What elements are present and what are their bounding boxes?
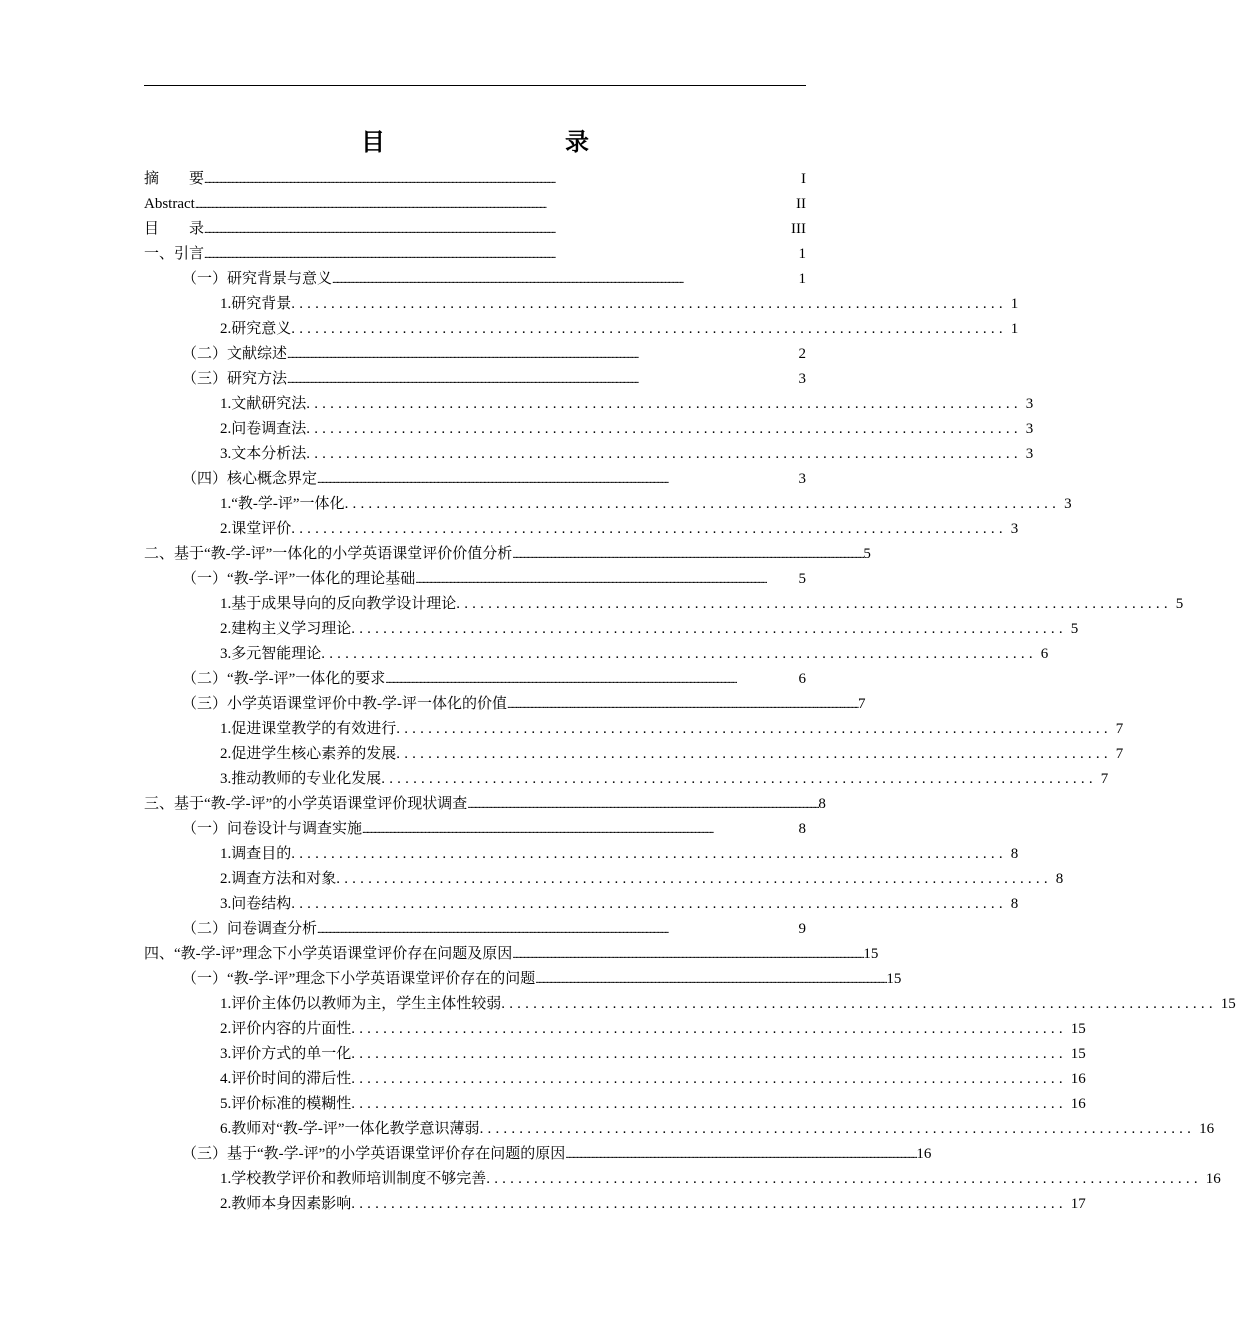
dot-leader: .......................................................................................... <box>306 446 1022 462</box>
dot-leader: .................................................................................................................................................................................................................................................................... <box>385 674 737 686</box>
dot-leader: .................................................................................................................................................................................................................................................................... <box>204 174 556 186</box>
toc-entry-page-number: 8 <box>1055 871 1064 887</box>
toc-entry[interactable] <box>144 917 806 942</box>
dot-leader: .......................................................................................... <box>291 296 1007 312</box>
toc-entry[interactable] <box>144 317 1019 342</box>
toc-entry-line <box>144 542 871 567</box>
toc-entry-page-number: 2 <box>798 346 806 362</box>
toc-entry-page-number: 16 <box>1205 1171 1221 1187</box>
dot-leader: .......................................................................................... <box>306 396 1022 412</box>
dot-leader: .......................................................................................... <box>291 846 1007 862</box>
toc-entry[interactable] <box>144 692 866 717</box>
toc-entry[interactable] <box>144 1017 1086 1042</box>
toc-entry-label: （一）“教-学-评”一体化的理论基础 <box>182 571 416 587</box>
toc-entry-label: 2.建构主义学习理论 <box>220 621 352 637</box>
toc-entry-label: 6.教师对“教-学-评”一体化教学意识薄弱 <box>220 1121 480 1137</box>
dot-leader: .................................................................................................................................................................................................................................................................... <box>512 549 864 561</box>
toc-entry-line <box>144 642 1049 667</box>
toc-entry-line <box>144 792 826 817</box>
dot-leader: .................................................................................................................................................................................................................................................................... <box>507 699 859 711</box>
toc-entry-page-number: 5 <box>798 571 806 587</box>
toc-entry-line <box>144 767 1109 792</box>
toc-entry[interactable] <box>144 342 806 367</box>
toc-entry[interactable] <box>144 367 806 392</box>
toc-entry-page-number: 7 <box>1100 771 1109 787</box>
toc-entry-line <box>144 267 806 292</box>
toc-entry-label: （三）基于“教-学-评”的小学英语课堂评价存在问题的原因 <box>182 1146 566 1162</box>
dot-leader: .......................................................................................... <box>396 721 1112 737</box>
toc-entry-label: 3.评价方式的单一化 <box>220 1046 352 1062</box>
toc-entry[interactable] <box>144 442 1034 467</box>
toc-entry-label: （一）问卷设计与调查实施 <box>182 821 363 837</box>
dot-leader: .......................................................................................... <box>351 1071 1067 1087</box>
toc-entry-page-number: 16 <box>1199 1121 1215 1137</box>
toc-entry-label: 2.教师本身因素影响 <box>220 1196 352 1212</box>
toc-entry-line <box>144 567 806 592</box>
toc-entry-label: 2.研究意义 <box>220 321 292 337</box>
toc-entry-line <box>144 342 806 367</box>
dot-leader: .......................................................................................... <box>351 1196 1067 1212</box>
toc-entry-line <box>144 1142 932 1167</box>
toc-entry[interactable] <box>144 792 826 817</box>
toc-entry[interactable] <box>144 1142 932 1167</box>
toc-entry-label: （一）研究背景与意义 <box>182 271 333 287</box>
toc-entry-page-number: 16 <box>1070 1071 1086 1087</box>
dot-leader: .................................................................................................................................................................................................................................................................... <box>362 824 714 836</box>
toc-entry-page-number: 15 <box>886 971 902 987</box>
toc-entry[interactable] <box>144 742 1124 767</box>
toc-entry-label: 3.问卷结构 <box>220 896 292 912</box>
page-title: 目 录 <box>361 128 633 156</box>
toc-entry-line <box>144 667 806 692</box>
dot-leader: .......................................................................................... <box>344 496 1061 512</box>
toc-entry-line <box>144 817 806 842</box>
toc-entry-line <box>144 292 1019 317</box>
toc-entry[interactable] <box>144 1042 1086 1067</box>
toc-entry-label: 1.促进课堂教学的有效进行 <box>220 721 397 737</box>
toc-entry-page-number: 8 <box>798 821 806 837</box>
toc-entry-line <box>144 1192 1086 1217</box>
toc-entry[interactable] <box>144 642 1049 667</box>
dot-leader: .................................................................................................................................................................................................................................................................... <box>204 224 556 236</box>
dot-leader: .......................................................................................... <box>336 871 1052 887</box>
toc-entry[interactable] <box>144 992 1236 1017</box>
toc-entry-line <box>144 442 1034 467</box>
toc-entry-label: 1.学校教学评价和教师培训制度不够完善 <box>220 1171 487 1187</box>
dot-leader: .......................................................................................... <box>306 421 1022 437</box>
toc-entry[interactable] <box>144 842 1019 867</box>
dot-leader: .................................................................................................................................................................................................................................................................... <box>467 799 819 811</box>
toc-entry-line <box>144 592 1184 617</box>
dot-leader: .................................................................................................................................................................................................................................................................... <box>317 474 669 486</box>
table-of-contents <box>144 167 1236 1217</box>
toc-entry-page-number: 1 <box>1010 296 1019 312</box>
toc-entry-page-number: 3 <box>1025 421 1034 437</box>
toc-entry-label: （二）文献综述 <box>182 346 288 362</box>
toc-entry-page-number: 8 <box>818 796 826 812</box>
toc-entry-label: 1.调查目的 <box>220 846 292 862</box>
dot-leader: .......................................................................................... <box>351 621 1067 637</box>
dot-leader: .................................................................................................................................................................................................................................................................... <box>287 349 639 361</box>
toc-entry-label: （一）“教-学-评”理念下小学英语课堂评价存在的问题 <box>182 971 536 987</box>
toc-entry[interactable] <box>144 892 1019 917</box>
toc-entry[interactable] <box>144 392 1034 417</box>
toc-entry-label: 1.基于成果导向的反向教学设计理论 <box>220 596 457 612</box>
toc-entry-line <box>144 942 879 967</box>
toc-entry-line <box>144 467 806 492</box>
dot-leader: .................................................................................................................................................................................................................................................................... <box>512 949 864 961</box>
toc-entry-line <box>144 1167 1221 1192</box>
toc-entry-label: 3.推动教师的专业化发展 <box>220 771 382 787</box>
dot-leader: .......................................................................................... <box>351 1021 1067 1037</box>
toc-entry-line <box>144 1092 1086 1117</box>
toc-entry-page-number: 15 <box>1070 1046 1086 1062</box>
dot-leader: .................................................................................................................................................................................................................................................................... <box>194 199 546 211</box>
toc-entry-label: （三）研究方法 <box>182 371 288 387</box>
toc-entry-page-number: 5 <box>1175 596 1184 612</box>
toc-entry[interactable] <box>144 517 1019 542</box>
toc-entry[interactable] <box>144 192 806 217</box>
toc-entry-page-number: II <box>796 196 806 212</box>
toc-entry[interactable] <box>144 942 879 967</box>
toc-entry-label: 2.课堂评价 <box>220 521 292 537</box>
toc-entry[interactable] <box>144 667 806 692</box>
toc-entry-page-number: 3 <box>1025 446 1034 462</box>
toc-entry-page-number: 5 <box>863 546 871 562</box>
toc-entry[interactable] <box>144 242 806 267</box>
dot-leader: .................................................................................................................................................................................................................................................................... <box>415 574 767 586</box>
toc-entry-label: （三）小学英语课堂评价中教-学-评一体化的价值 <box>182 696 507 712</box>
toc-entry[interactable] <box>144 1092 1086 1117</box>
toc-entry-label: （二）问卷调查分析 <box>182 921 318 937</box>
toc-entry-line <box>144 192 806 217</box>
toc-entry-label: 一、引言 <box>144 246 205 262</box>
toc-entry-label: 5.评价标准的模糊性 <box>220 1096 352 1112</box>
dot-leader: .......................................................................................... <box>351 1046 1067 1062</box>
toc-entry-label: 2.问卷调查法 <box>220 421 307 437</box>
dot-leader: .......................................................................................... <box>351 1096 1067 1112</box>
dot-leader: .................................................................................................................................................................................................................................................................... <box>535 974 887 986</box>
toc-entry-label: 四、“教-学-评”理念下小学英语课堂评价存在问题及原因 <box>144 946 513 962</box>
toc-entry-label: 2.促进学生核心素养的发展 <box>220 746 397 762</box>
toc-entry-page-number: 16 <box>1070 1096 1086 1112</box>
toc-entry-page-number: 16 <box>916 1146 932 1162</box>
toc-entry-label: Abstract <box>144 196 195 212</box>
toc-entry-label: 三、基于“教-学-评”的小学英语课堂评价现状调查 <box>144 796 468 812</box>
toc-entry-page-number: 17 <box>1070 1196 1086 1212</box>
dot-leader: .......................................................................................... <box>396 746 1112 762</box>
toc-entry-line <box>144 967 902 992</box>
dot-leader: .......................................................................................... <box>479 1121 1196 1137</box>
toc-entry-page-number: III <box>791 221 806 237</box>
toc-entry[interactable] <box>144 1192 1086 1217</box>
toc-entry-line <box>144 492 1072 517</box>
toc-entry-page-number: 8 <box>1010 846 1019 862</box>
toc-entry-label: 目 录 <box>144 221 205 237</box>
toc-entry-page-number: 6 <box>1040 646 1049 662</box>
toc-entry-page-number: 8 <box>1010 896 1019 912</box>
dot-leader: .................................................................................................................................................................................................................................................................... <box>287 374 639 386</box>
dot-leader: .......................................................................................... <box>381 771 1097 787</box>
dot-leader: .......................................................................................... <box>486 1171 1202 1187</box>
toc-entry-line <box>144 617 1079 642</box>
dot-leader: .................................................................................................................................................................................................................................................................... <box>317 924 669 936</box>
toc-entry[interactable] <box>144 567 806 592</box>
toc-entry[interactable] <box>144 767 1109 792</box>
toc-entry-page-number: 3 <box>1025 396 1034 412</box>
toc-entry-line <box>144 692 866 717</box>
toc-entry[interactable] <box>144 167 806 192</box>
toc-entry-line <box>144 167 806 192</box>
toc-entry[interactable] <box>144 1117 1215 1142</box>
toc-entry[interactable] <box>144 542 871 567</box>
dot-leader: .......................................................................................... <box>291 321 1007 337</box>
toc-entry-label: 2.调查方法和对象 <box>220 871 337 887</box>
toc-entry-label: 摘 要 <box>144 171 205 187</box>
toc-entry-page-number: 7 <box>858 696 866 712</box>
toc-entry-line <box>144 367 806 392</box>
toc-entry-page-number: 7 <box>1115 746 1124 762</box>
toc-entry-line <box>144 392 1034 417</box>
toc-entry-page-number: 15 <box>1220 996 1236 1012</box>
toc-entry-line <box>144 217 806 242</box>
toc-entry[interactable] <box>144 592 1184 617</box>
toc-entry[interactable] <box>144 617 1079 642</box>
toc-entry[interactable] <box>144 467 806 492</box>
toc-entry[interactable] <box>144 717 1124 742</box>
dot-leader: .................................................................................................................................................................................................................................................................... <box>565 1149 917 1161</box>
toc-entry-page-number: 15 <box>863 946 879 962</box>
toc-entry[interactable] <box>144 817 806 842</box>
toc-entry-page-number: 1 <box>798 246 806 262</box>
toc-entry-label: 1.评价主体仍以教师为主，学生主体性较弱 <box>220 996 502 1012</box>
toc-entry-label: 1.“教-学-评”一体化 <box>220 496 345 512</box>
dot-leader: .......................................................................................... <box>501 996 1217 1012</box>
toc-entry-label: 1.研究背景 <box>220 296 292 312</box>
toc-entry-line <box>144 892 1019 917</box>
dot-leader: .......................................................................................... <box>291 521 1007 537</box>
toc-entry[interactable] <box>144 1167 1221 1192</box>
dot-leader: .......................................................................................... <box>456 596 1172 612</box>
toc-entry-line <box>144 517 1019 542</box>
toc-entry-line <box>144 1067 1086 1092</box>
toc-entry-page-number: 3 <box>1010 521 1019 537</box>
toc-entry-line <box>144 992 1236 1017</box>
toc-entry-line <box>144 842 1019 867</box>
toc-entry-line <box>144 917 806 942</box>
dot-leader: .................................................................................................................................................................................................................................................................... <box>332 274 684 286</box>
toc-entry-line <box>144 1042 1086 1067</box>
toc-entry-page-number: 3 <box>798 471 806 487</box>
toc-entry[interactable] <box>144 292 1019 317</box>
toc-entry[interactable] <box>144 492 1072 517</box>
toc-entry-line <box>144 1017 1086 1042</box>
toc-entry-page-number: 15 <box>1070 1021 1086 1037</box>
toc-entry-label: 4.评价时间的滞后性 <box>220 1071 352 1087</box>
toc-entry-page-number: I <box>801 171 806 187</box>
toc-entry-page-number: 7 <box>1115 721 1124 737</box>
toc-entry-label: （二）“教-学-评”一体化的要求 <box>182 671 386 687</box>
toc-entry-label: 二、基于“教-学-评”一体化的小学英语课堂评价价值分析 <box>144 546 513 562</box>
toc-entry-page-number: 5 <box>1070 621 1079 637</box>
toc-entry-page-number: 6 <box>798 671 806 687</box>
toc-entry-line <box>144 1117 1215 1142</box>
toc-entry[interactable] <box>144 967 902 992</box>
toc-entry-line <box>144 417 1034 442</box>
toc-entry-line <box>144 742 1124 767</box>
toc-entry-page-number: 1 <box>1010 321 1019 337</box>
toc-entry-label: 3.文本分析法 <box>220 446 307 462</box>
toc-entry-line <box>144 317 1019 342</box>
dot-leader: .................................................................................................................................................................................................................................................................... <box>204 249 556 261</box>
toc-entry[interactable] <box>144 1067 1086 1092</box>
toc-entry[interactable] <box>144 267 806 292</box>
toc-entry-line <box>144 867 1064 892</box>
toc-entry-label: （四）核心概念界定 <box>182 471 318 487</box>
toc-entry[interactable] <box>144 867 1064 892</box>
toc-entry-label: 3.多元智能理论 <box>220 646 322 662</box>
dot-leader: .......................................................................................... <box>321 646 1037 662</box>
header-rule <box>144 85 806 86</box>
toc-entry-page-number: 1 <box>798 271 806 287</box>
toc-entry[interactable] <box>144 417 1034 442</box>
toc-entry-line <box>144 242 806 267</box>
toc-entry-label: 1.文献研究法 <box>220 396 307 412</box>
dot-leader: .......................................................................................... <box>291 896 1007 912</box>
toc-entry[interactable] <box>144 217 806 242</box>
toc-entry-page-number: 3 <box>1064 496 1072 512</box>
toc-entry-label: 2.评价内容的片面性 <box>220 1021 352 1037</box>
toc-entry-page-number: 3 <box>798 371 806 387</box>
toc-entry-page-number: 9 <box>798 921 806 937</box>
toc-entry-line <box>144 717 1124 742</box>
